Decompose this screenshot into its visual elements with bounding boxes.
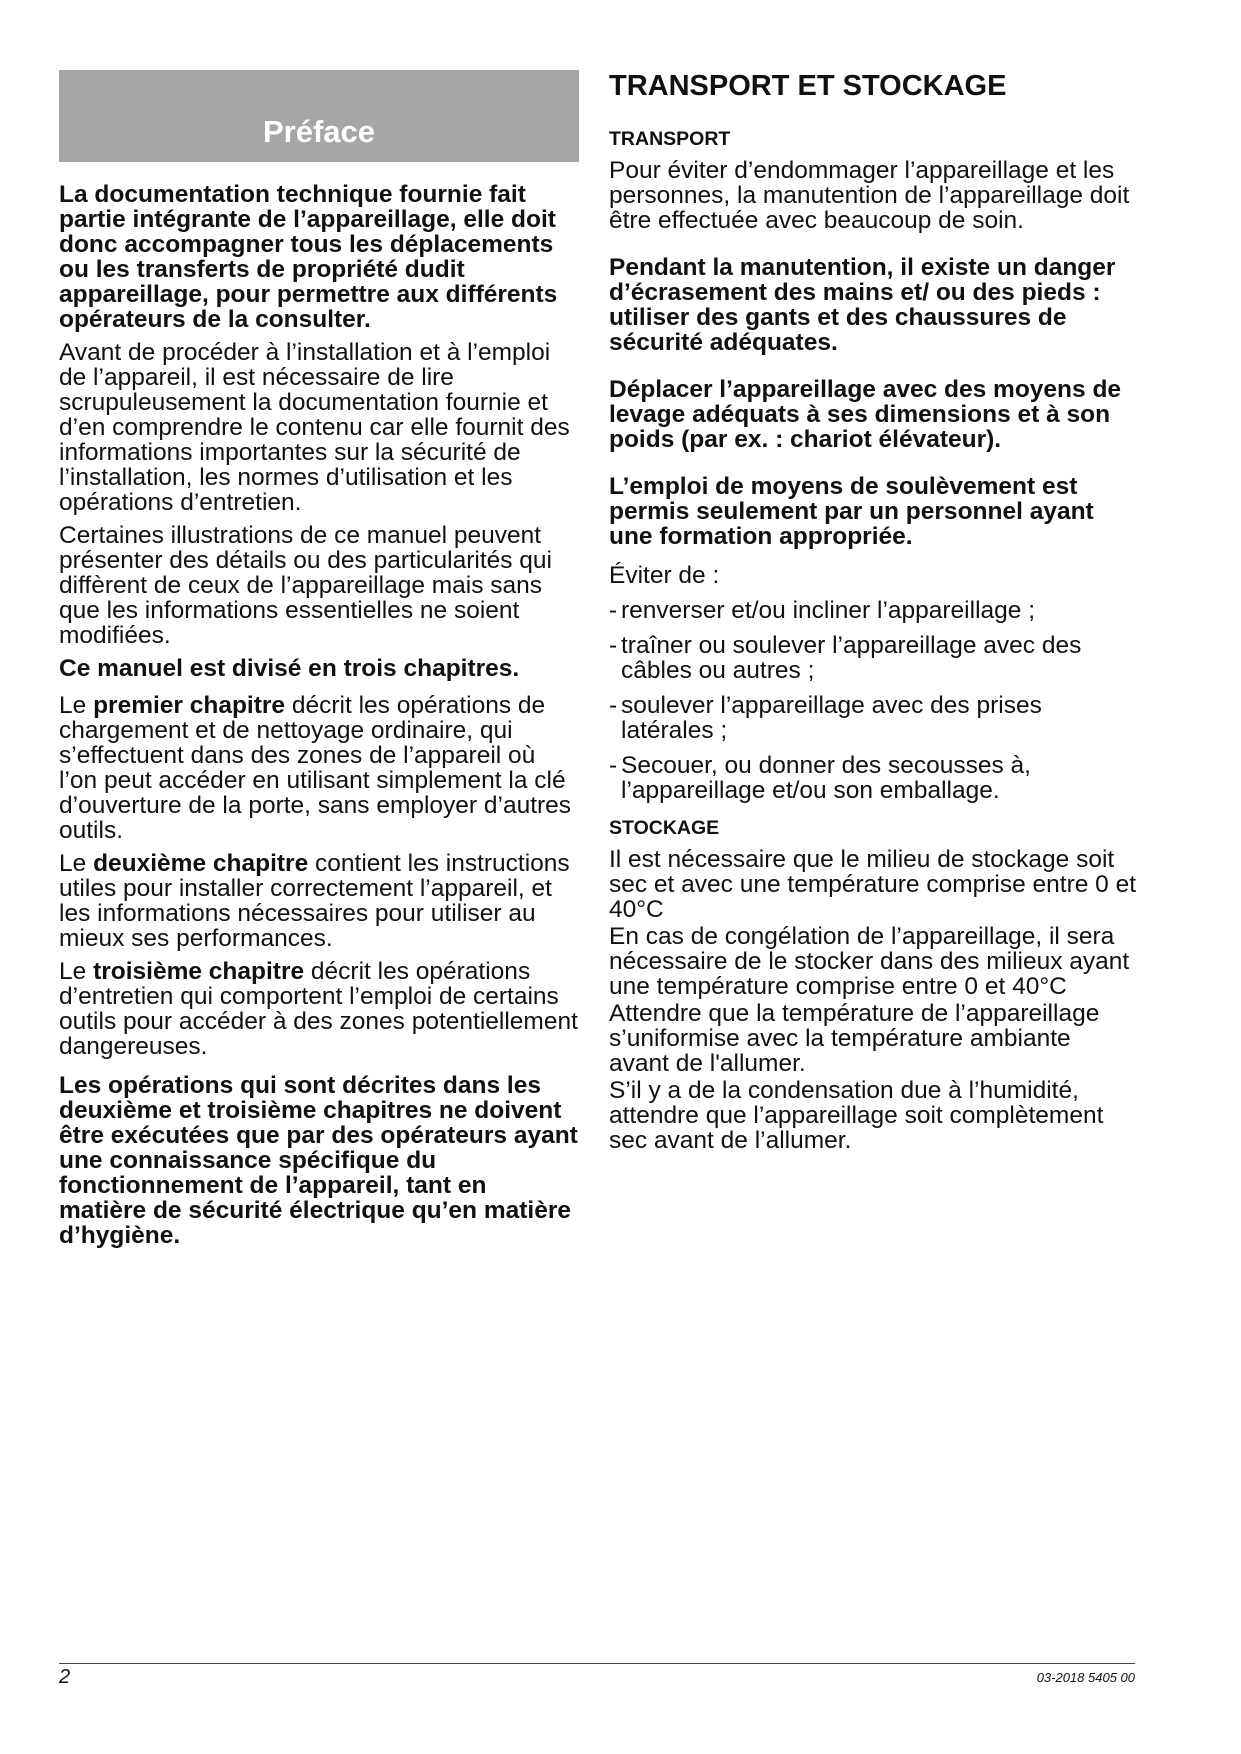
dash-bullet: - [609, 597, 618, 624]
preface-title: Préface [262, 114, 376, 149]
list-item-text: traîner ou soulever l’appareillage avec des câbles ou autres ; [621, 632, 1082, 684]
list-item [609, 598, 1137, 623]
list-item [609, 753, 1137, 803]
chapter-3-prefix: Le [59, 958, 94, 985]
dash-bullet: - [609, 632, 618, 659]
storage-heading: STOCKAGE [609, 817, 720, 839]
dash-bullet: - [609, 692, 618, 719]
document-code: 03-2018 5405 00 [1036, 1670, 1135, 1685]
list-item-text: renverser et/ou incliner l’appareillage ; [621, 597, 1035, 624]
list-item [609, 693, 1137, 743]
transport-heading: TRANSPORT [609, 128, 731, 150]
avoid-label: Éviter de : [609, 562, 720, 589]
section-title: TRANSPORT ET STOCKAGE [609, 70, 1007, 102]
list-item [609, 633, 1137, 683]
left-column [59, 70, 579, 1256]
chapter-1-label: premier chapitre [93, 692, 286, 719]
right-column [609, 70, 1137, 1161]
chapter-2-label: deuxième chapitre [93, 850, 309, 877]
footer-divider [59, 1663, 1135, 1664]
chapter-3-label: troisième chapitre [93, 958, 305, 985]
chapter-1-prefix: Le [59, 692, 94, 719]
list-item-text: soulever l’appareillage avec des prises latérales ; [621, 692, 1042, 744]
avoid-list [609, 598, 1137, 803]
page-number: 2 [59, 1666, 71, 1688]
chapter-3-paragraph [59, 959, 579, 1059]
chapter-1-text: décrit les opérations de chargement et de nettoyage ordinaire, qui s’effectuent dans des zones de l’appareil où l’on peut accéder en utilisant simplement la clé d’ouverture de la porte, sans employer d’autres outils. [59, 692, 572, 844]
chapter-1-paragraph [59, 693, 579, 843]
storage-paragraph-3: Attendre que la température de l’appareillage s’uniformise avec la température ambiante avant de l'allumer. [609, 1000, 1100, 1077]
closing-bold-paragraph: Les opérations qui sont décrites dans les deuxième et troisième chapitres ne doivent être exécutées que par des opérateurs ayant une connaissance spécifique du fonctionnement de l’appareil, tant en matière de sécurité électrique qu’en matière d’hygiène. [59, 1072, 578, 1249]
storage-paragraph-4: S’il y a de la condensation due à l’humidité, attendre que l’appareillage soit complètement sec avant de l’allumer. [609, 1077, 1104, 1154]
list-item-text: Secouer, ou donner des secousses à, l’appareillage et/ou son emballage. [621, 752, 1031, 804]
chapter-2-paragraph [59, 851, 579, 951]
install-paragraph: Avant de procéder à l’installation et à l’emploi de l’appareil, il est nécessaire de lire scrupuleusement la documentation fournie et d’en comprendre le contenu car elle fournit des informations importantes sur la sécurité de l’installation, les normes d’utilisation et les opérations d’entretien. [59, 339, 570, 516]
lifting-warning: Déplacer l’appareillage avec des moyens de levage adéquats à ses dimensions et à son poids (par ex. : chariot élévateur). [609, 376, 1122, 453]
storage-paragraph-1: Il est nécessaire que le milieu de stockage soit sec et avec une température comprise entre 0 et 40°C [609, 846, 1137, 923]
illustrations-paragraph: Certaines illustrations de ce manuel peuvent présenter des détails ou des particularités qui diffèrent de ceux de l’appareillage mais sans que les informations essentielles ne soient modifiées. [59, 522, 553, 649]
transport-paragraph: Pour éviter d’endommager l’appareillage et les personnes, la manutention de l’appareillage doit être effectuée avec beaucoup de soin. [609, 157, 1130, 234]
chapters-heading: Ce manuel est divisé en trois chapitres. [59, 655, 520, 682]
crush-warning: Pendant la manutention, il existe un danger d’écrasement des mains et/ ou des pieds : utiliser des gants et des chaussures de sécurité adéquates. [609, 254, 1116, 356]
chapter-2-text: contient les instructions utiles pour installer correctement l’appareil, et les informations nécessaires pour utiliser au mieux ses performances. [59, 850, 570, 952]
storage-paragraph-2: En cas de congélation de l’appareillage, il sera nécessaire de le stocker dans des milieux ayant une température comprise entre 0 et 40°C [609, 923, 1130, 1000]
preface-banner [59, 70, 579, 162]
chapter-2-prefix: Le [59, 850, 94, 877]
dash-bullet: - [609, 752, 618, 779]
intro-bold-paragraph: La documentation technique fournie fait partie intégrante de l’appareillage, elle doit donc accompagner tous les déplacements ou les transferts de propriété dudit appareillage, pour permettre aux différents opérateurs de la consulter. [59, 181, 558, 333]
training-warning: L’emploi de moyens de soulèvement est permis seulement par un personnel ayant une formation appropriée. [609, 473, 1094, 550]
chapter-3-text: décrit les opérations d’entretien qui comportent l’emploi de certains outils pour accéder à des zones potentiellement dangereuses. [59, 958, 578, 1060]
